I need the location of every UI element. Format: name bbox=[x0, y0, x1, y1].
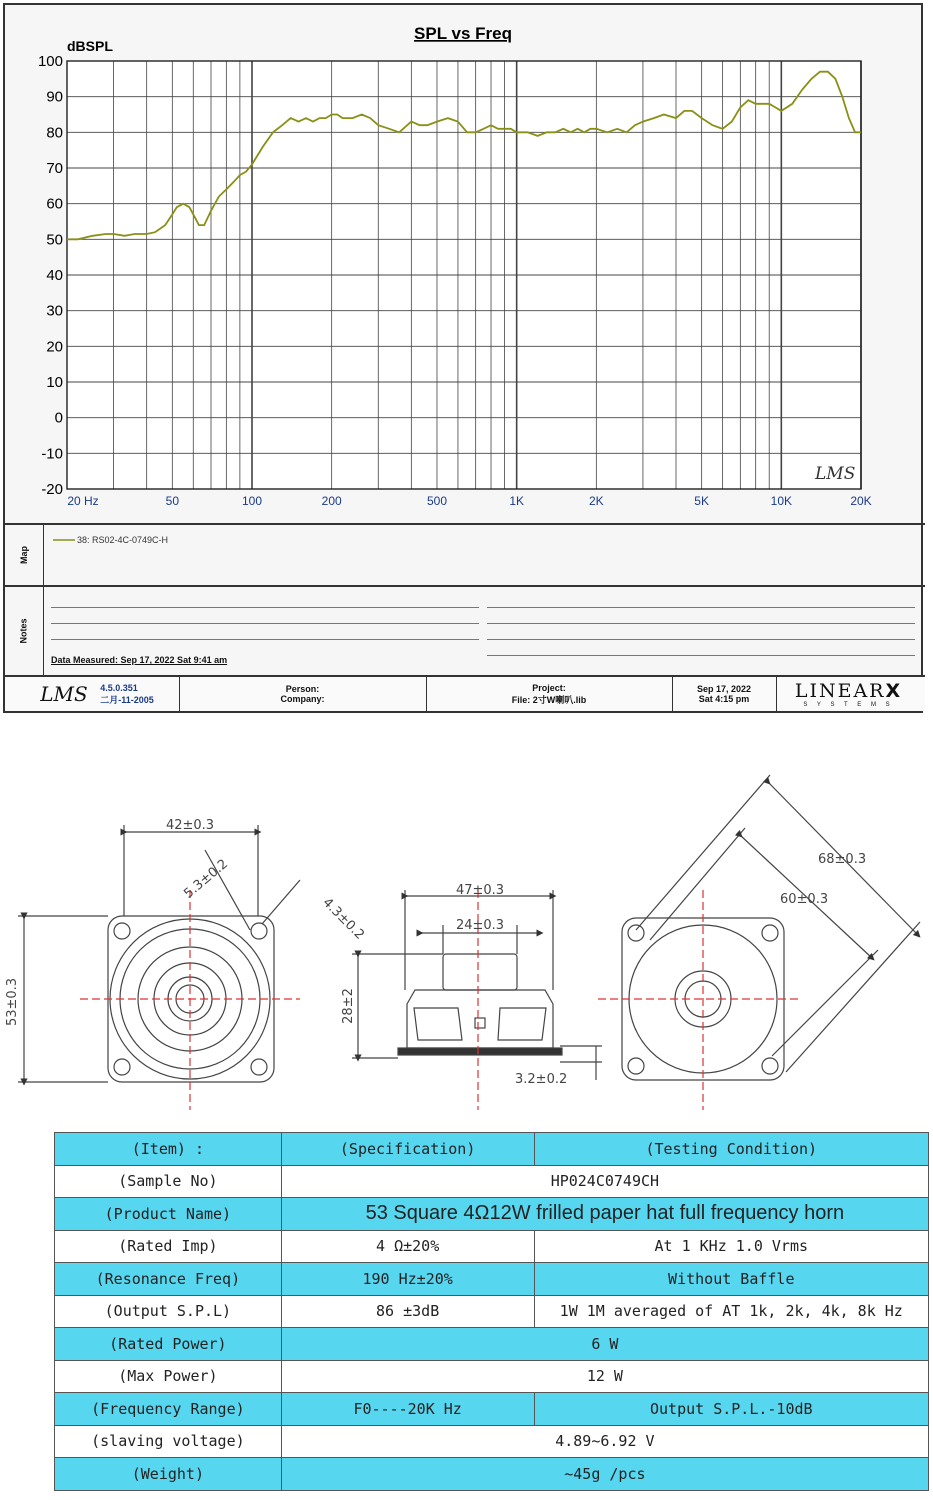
x-tick-label: 100 bbox=[241, 494, 263, 508]
spec-item-cell: (Sample No) bbox=[55, 1165, 282, 1198]
back-outer-label: 68±0.3 bbox=[818, 852, 867, 867]
data-measured: Data Measured: Sep 17, 2022 Sat 9:41 am bbox=[51, 655, 228, 665]
footer-section bbox=[5, 675, 925, 711]
version: 4.5.0.351 bbox=[100, 682, 138, 693]
spec-value-cell: 12 W bbox=[281, 1360, 928, 1393]
map-section bbox=[5, 523, 925, 585]
x-tick-label: 1K bbox=[509, 494, 525, 508]
y-tick-label: 70 bbox=[46, 160, 63, 177]
spec-condition-cell: At 1 KHz 1.0 Vrms bbox=[534, 1230, 928, 1263]
spec-row bbox=[55, 1393, 929, 1426]
side-inner-label: 24±0.3 bbox=[455, 918, 505, 933]
lms-logo: LMS bbox=[40, 682, 88, 706]
spec-item-cell: (Rated Power) bbox=[55, 1328, 282, 1361]
spec-value-cell: HP024C0749CH bbox=[281, 1165, 928, 1198]
front-width-label: 42±0.3 bbox=[165, 818, 215, 833]
spec-value-cell: 4.89~6.92 V bbox=[281, 1425, 928, 1458]
x-tick-label: 10K bbox=[770, 494, 793, 508]
spec-item-cell: (Frequency Range) bbox=[55, 1393, 282, 1426]
y-tick-label: 90 bbox=[46, 88, 63, 106]
back-inner-label: 60±0.3 bbox=[780, 892, 829, 907]
x-tick-label: 50 bbox=[165, 494, 180, 508]
spec-row bbox=[55, 1165, 929, 1198]
y-tick-label: -10 bbox=[41, 445, 63, 463]
y-tick-label: 50 bbox=[46, 231, 63, 249]
front-hole-label-2: 4.3±0.2 bbox=[319, 895, 367, 943]
spec-item-cell: (Rated Imp) bbox=[55, 1230, 282, 1263]
front-height-label: 53±0.3 bbox=[5, 977, 20, 1027]
spec-condition-cell: Output S.P.L.-10dB bbox=[534, 1393, 928, 1426]
y-tick-label: 10 bbox=[46, 374, 63, 391]
spec-value-cell: 6 W bbox=[281, 1328, 928, 1361]
y-tick-label: 30 bbox=[46, 302, 63, 320]
spec-header-cell: (Specification) bbox=[281, 1133, 534, 1166]
spec-value-cell: F0----20K Hz bbox=[281, 1393, 534, 1426]
spec-row bbox=[55, 1360, 929, 1393]
notes-side-label: Notes bbox=[5, 587, 44, 675]
spec-value-cell: 86 ±3dB bbox=[281, 1295, 534, 1328]
spec-row bbox=[55, 1458, 929, 1491]
notes-section bbox=[5, 585, 925, 675]
y-tick-label: 0 bbox=[54, 409, 63, 427]
spec-item-cell: (Product Name) bbox=[55, 1198, 282, 1231]
side-flange-label: 3.2±0.2 bbox=[515, 1072, 568, 1087]
spec-row bbox=[55, 1198, 929, 1231]
spec-item-cell: (Resonance Freq) bbox=[55, 1263, 282, 1296]
x-tick-label: 5K bbox=[694, 494, 709, 508]
back-view-drawing bbox=[598, 775, 920, 1110]
y-tick-label: 100 bbox=[37, 53, 63, 70]
spec-item-cell: (Weight) bbox=[55, 1458, 282, 1491]
spec-value-cell: ~45g /pcs bbox=[281, 1458, 928, 1491]
y-tick-label: 80 bbox=[46, 124, 63, 142]
lms-panel bbox=[3, 3, 923, 713]
footer-date: Sep 17, 2022 bbox=[696, 684, 752, 694]
spec-item-cell: (slaving voltage) bbox=[55, 1425, 282, 1458]
spec-row bbox=[55, 1328, 929, 1361]
lms-watermark: LMS bbox=[815, 464, 856, 484]
spl-chart bbox=[5, 5, 921, 525]
y-tick-label: 20 bbox=[46, 338, 63, 356]
chart-grid bbox=[67, 61, 861, 489]
legend-entry: 38: RS02-4C-0749C-H bbox=[77, 535, 169, 545]
footer-time: Sat 4:15 pm bbox=[698, 694, 750, 704]
map-side-label: Map bbox=[5, 525, 44, 585]
x-tick-label: 20K bbox=[850, 494, 872, 508]
company-label: Company: bbox=[280, 694, 325, 704]
side-outer-label: 47±0.3 bbox=[455, 883, 505, 898]
version-date: 二月-11-2005 bbox=[100, 694, 154, 705]
front-view-drawing bbox=[18, 825, 300, 1110]
spec-header-cell: (Testing Condition) bbox=[534, 1133, 928, 1166]
y-tick-label: -20 bbox=[41, 481, 63, 498]
linearx-logo: LINEARX S Y S T E M S bbox=[794, 680, 903, 708]
side-depth-label: 28±2 bbox=[341, 988, 356, 1024]
spec-header-row bbox=[55, 1133, 929, 1166]
spec-condition-cell: Without Baffle bbox=[534, 1263, 928, 1296]
x-tick-label: 500 bbox=[426, 494, 448, 508]
front-hole-label-1: 5.3±0.2 bbox=[181, 856, 232, 902]
spec-header-cell: (Item) : bbox=[55, 1133, 282, 1166]
spec-row bbox=[55, 1263, 929, 1296]
spec-table bbox=[54, 1132, 929, 1491]
y-tick-label: 40 bbox=[46, 267, 63, 284]
x-tick-label: 200 bbox=[321, 494, 342, 508]
file-label: File: 2寸W喇叭.lib bbox=[511, 694, 587, 705]
y-axis-label: dBSPL bbox=[67, 38, 113, 54]
x-tick-label: 20 Hz bbox=[67, 494, 99, 508]
spec-item-cell: (Max Power) bbox=[55, 1360, 282, 1393]
spec-value-cell: 4 Ω±20% bbox=[281, 1230, 534, 1263]
spec-row bbox=[55, 1295, 929, 1328]
spec-row bbox=[55, 1425, 929, 1458]
dimension-drawings bbox=[0, 740, 933, 1120]
project-label: Project: bbox=[532, 682, 566, 693]
spec-item-cell: (Output S.P.L) bbox=[55, 1295, 282, 1328]
spec-row bbox=[55, 1230, 929, 1263]
x-tick-label: 2K bbox=[588, 494, 604, 508]
person-label: Person: bbox=[285, 684, 320, 694]
y-tick-label: 60 bbox=[46, 195, 63, 213]
spec-value-cell: 190 Hz±20% bbox=[281, 1263, 534, 1296]
spec-value-cell: 53 Square 4Ω12W frilled paper hat full frequency horn bbox=[281, 1198, 928, 1231]
chart-title: SPL vs Freq bbox=[414, 24, 512, 43]
spec-condition-cell: 1W 1M averaged of AT 1k, 2k, 4k, 8k Hz bbox=[534, 1295, 928, 1328]
